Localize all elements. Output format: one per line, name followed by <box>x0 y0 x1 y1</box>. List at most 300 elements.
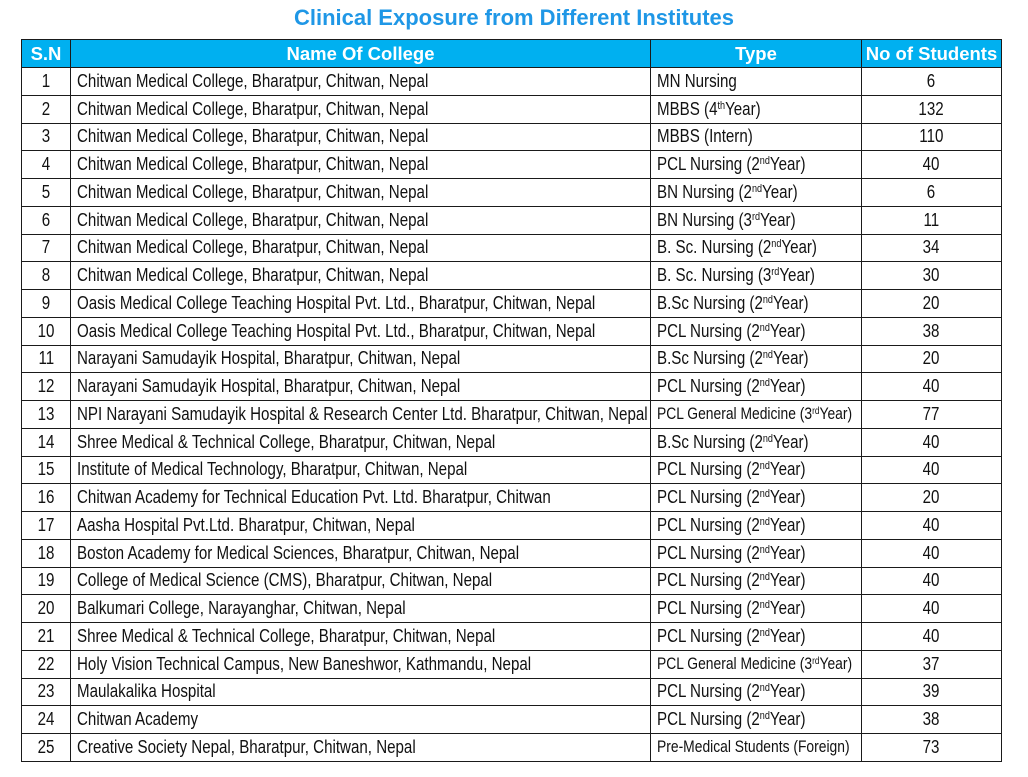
program-type-year: Year) <box>769 681 806 702</box>
student-count: 40 <box>923 542 940 563</box>
student-count: 40 <box>923 598 940 619</box>
program-type-year: Year) <box>725 98 761 119</box>
program-type-text: B.Sc Nursing (2 <box>657 431 763 452</box>
college-name: Chitwan Medical College, Bharatpur, Chitwan, Nepal <box>77 98 429 119</box>
sn-cell <box>22 373 71 401</box>
program-type-year: Year) <box>769 459 806 480</box>
program-type <box>657 515 805 535</box>
sn-cell <box>22 234 71 262</box>
program-type-year: Year) <box>772 348 809 369</box>
college-name: Oasis Medical College Teaching Hospital Pvt. Ltd., Bharatpur, Chitwan, Nepal <box>77 292 596 313</box>
row-number: 4 <box>41 154 51 175</box>
college-name: College of Medical Science (CMS), Bharatpur, Chitwan, Nepal <box>77 570 493 591</box>
program-type <box>657 126 753 146</box>
row-number: 20 <box>37 598 55 619</box>
ordinal-suffix: rd <box>771 266 780 279</box>
row-number: 5 <box>41 181 51 202</box>
type-cell <box>651 95 862 123</box>
row-number: 10 <box>37 320 55 341</box>
row-number: 16 <box>37 487 55 508</box>
sn-cell <box>22 456 71 484</box>
row-number: 23 <box>37 681 55 702</box>
student-count: 40 <box>923 459 940 480</box>
program-type <box>657 71 737 91</box>
sn-cell <box>22 539 71 567</box>
students-cell <box>862 179 1002 207</box>
table-row <box>22 734 1002 762</box>
program-type-text: PCL Nursing (2 <box>657 598 760 619</box>
sn-cell <box>22 595 71 623</box>
college-cell <box>71 428 651 456</box>
program-type <box>657 487 805 507</box>
program-type-year: Year) <box>779 265 815 286</box>
row-number: 18 <box>37 542 55 563</box>
program-type-text: PCL Nursing (2 <box>657 459 760 480</box>
type-cell <box>651 373 862 401</box>
program-type <box>657 99 761 119</box>
ordinal-suffix: nd <box>759 626 770 639</box>
students-cell <box>862 484 1002 512</box>
table-row <box>22 567 1002 595</box>
program-type-text: PCL Nursing (2 <box>657 320 760 341</box>
program-type <box>657 459 805 479</box>
program-type <box>657 432 809 452</box>
table-row <box>22 512 1002 540</box>
type-cell <box>651 151 862 179</box>
college-cell <box>71 95 651 123</box>
row-number: 12 <box>37 376 55 397</box>
table-row <box>22 151 1002 179</box>
program-type-year: Year) <box>769 598 806 619</box>
ordinal-suffix: nd <box>759 682 770 695</box>
table-row <box>22 290 1002 318</box>
program-type-text: PCL Nursing (2 <box>657 514 760 535</box>
type-cell <box>651 734 862 762</box>
students-cell <box>862 428 1002 456</box>
student-count: 20 <box>923 292 940 313</box>
sn-cell <box>22 206 71 234</box>
college-cell <box>71 401 651 429</box>
college-name: Chitwan Medical College, Bharatpur, Chitwan, Nepal <box>77 209 429 230</box>
ordinal-suffix: rd <box>812 655 820 667</box>
table-row <box>22 678 1002 706</box>
ordinal-suffix: nd <box>762 349 773 362</box>
table-row <box>22 206 1002 234</box>
row-number: 25 <box>37 736 55 757</box>
ordinal-suffix: nd <box>759 599 770 612</box>
student-count: 6 <box>927 181 936 202</box>
type-cell <box>651 512 862 540</box>
program-type-text: BN Nursing (3 <box>657 209 752 230</box>
student-count: 11 <box>923 209 940 230</box>
college-cell <box>71 678 651 706</box>
row-number: 22 <box>37 653 55 674</box>
ordinal-suffix: nd <box>762 432 773 445</box>
sn-cell <box>22 428 71 456</box>
type-cell <box>651 567 862 595</box>
college-name: Chitwan Medical College, Bharatpur, Chitwan, Nepal <box>77 70 429 91</box>
students-cell <box>862 456 1002 484</box>
students-cell <box>862 623 1002 651</box>
program-type-text: PCL Nursing (2 <box>657 625 760 646</box>
college-cell <box>71 623 651 651</box>
college-name: Chitwan Medical College, Bharatpur, Chitwan, Nepal <box>77 265 429 286</box>
sn-cell <box>22 706 71 734</box>
sn-cell <box>22 345 71 373</box>
program-type-text: MBBS (4 <box>657 98 718 119</box>
type-cell <box>651 234 862 262</box>
type-cell <box>651 706 862 734</box>
type-cell <box>651 650 862 678</box>
sn-cell <box>22 262 71 290</box>
sn-cell <box>22 567 71 595</box>
college-name: Shree Medical & Technical College, Bharatpur, Chitwan, Nepal <box>77 431 496 452</box>
table-row <box>22 95 1002 123</box>
college-name: Maulakalika Hospital <box>77 681 216 702</box>
program-type <box>657 626 805 646</box>
college-cell <box>71 123 651 151</box>
program-type <box>657 348 809 368</box>
type-cell <box>651 401 862 429</box>
row-number: 13 <box>37 403 55 424</box>
table-row <box>22 484 1002 512</box>
college-cell <box>71 317 651 345</box>
college-cell <box>71 484 651 512</box>
student-count: 38 <box>923 709 940 730</box>
table-row <box>22 68 1002 96</box>
college-cell <box>71 595 651 623</box>
row-number: 21 <box>37 625 55 646</box>
sn-cell <box>22 678 71 706</box>
sn-cell <box>22 484 71 512</box>
program-type-text: PCL Nursing (2 <box>657 681 760 702</box>
college-cell <box>71 373 651 401</box>
program-type-year: Year) <box>769 320 806 341</box>
college-name: Aasha Hospital Pvt.Ltd. Bharatpur, Chitwan, Nepal <box>77 514 415 535</box>
program-type-year: Year) <box>819 405 853 424</box>
program-type <box>657 210 796 230</box>
ordinal-suffix: th <box>717 99 726 112</box>
type-cell <box>651 206 862 234</box>
sn-cell <box>22 95 71 123</box>
college-name: Chitwan Medical College, Bharatpur, Chitwan, Nepal <box>77 181 429 202</box>
program-type <box>657 293 809 313</box>
sn-cell <box>22 68 71 96</box>
program-type-year: Year) <box>769 514 806 535</box>
program-type <box>657 709 805 729</box>
table-row <box>22 595 1002 623</box>
students-cell <box>862 539 1002 567</box>
college-name: NPI Narayani Samudayik Hospital & Research Center Ltd. Bharatpur, Chitwan, Nepal <box>77 403 648 424</box>
type-cell <box>651 484 862 512</box>
student-count: 40 <box>923 376 940 397</box>
college-cell <box>71 151 651 179</box>
student-count: 37 <box>923 653 940 674</box>
table-row <box>22 179 1002 207</box>
ordinal-suffix: nd <box>751 182 763 195</box>
college-cell <box>71 262 651 290</box>
clinical-exposure-table <box>21 39 1002 762</box>
college-name: Institute of Medical Technology, Bharatpur, Chitwan, Nepal <box>77 459 468 480</box>
program-type <box>657 321 805 341</box>
program-type-text: BN Nursing (2 <box>657 181 752 202</box>
student-count: 40 <box>923 625 940 646</box>
row-number: 6 <box>41 209 51 230</box>
program-type-year: Year) <box>769 709 806 730</box>
student-count: 38 <box>923 320 940 341</box>
table-row <box>22 234 1002 262</box>
program-type-text: B.Sc Nursing (2 <box>657 348 763 369</box>
table-row <box>22 456 1002 484</box>
row-number: 8 <box>41 265 51 286</box>
row-number: 1 <box>41 70 51 91</box>
students-cell <box>862 567 1002 595</box>
college-cell <box>71 345 651 373</box>
students-cell <box>862 95 1002 123</box>
program-type-text: PCL Nursing (2 <box>657 542 760 563</box>
student-count: 40 <box>923 154 940 175</box>
row-number: 17 <box>37 514 55 535</box>
header-college: Name Of College <box>71 40 651 68</box>
college-name: Chitwan Medical College, Bharatpur, Chitwan, Nepal <box>77 154 429 175</box>
row-number: 11 <box>38 348 54 369</box>
student-count: 77 <box>923 403 940 424</box>
students-cell <box>862 595 1002 623</box>
college-name: Holy Vision Technical Campus, New Baneshwor, Kathmandu, Nepal <box>77 653 532 674</box>
college-cell <box>71 567 651 595</box>
type-cell <box>651 123 862 151</box>
program-type-text: PCL Nursing (2 <box>657 376 760 397</box>
students-cell <box>862 678 1002 706</box>
program-type-text: PCL General Medicine (3 <box>657 405 813 424</box>
college-name: Balkumari College, Narayanghar, Chitwan, Nepal <box>77 598 406 619</box>
college-cell <box>71 706 651 734</box>
table-row <box>22 373 1002 401</box>
type-cell <box>651 179 862 207</box>
table-row <box>22 401 1002 429</box>
program-type <box>657 154 805 174</box>
student-count: 40 <box>923 514 940 535</box>
sn-cell <box>22 317 71 345</box>
college-cell <box>71 68 651 96</box>
program-type-text: PCL Nursing (2 <box>657 154 760 175</box>
program-type-text: PCL Nursing (2 <box>657 570 760 591</box>
student-count: 6 <box>927 70 936 91</box>
college-name: Chitwan Medical College, Bharatpur, Chitwan, Nepal <box>77 126 429 147</box>
college-name: Oasis Medical College Teaching Hospital Pvt. Ltd., Bharatpur, Chitwan, Nepal <box>77 320 596 341</box>
ordinal-suffix: nd <box>759 488 770 501</box>
student-count: 132 <box>918 98 945 119</box>
header-students: No of Students <box>862 40 1002 68</box>
program-type-text: PCL Nursing (2 <box>657 709 760 730</box>
college-cell <box>71 206 651 234</box>
college-cell <box>71 734 651 762</box>
students-cell <box>862 206 1002 234</box>
table-row <box>22 623 1002 651</box>
students-cell <box>862 290 1002 318</box>
type-cell <box>651 539 862 567</box>
students-cell <box>862 401 1002 429</box>
ordinal-suffix: rd <box>812 405 820 417</box>
row-number: 2 <box>41 98 51 119</box>
college-name: Boston Academy for Medical Sciences, Bharatpur, Chitwan, Nepal <box>77 542 520 563</box>
program-type <box>657 376 805 396</box>
ordinal-suffix: nd <box>759 377 770 390</box>
program-type-text: Pre-Medical Students (Foreign) <box>657 738 850 757</box>
sn-cell <box>22 623 71 651</box>
table-row <box>22 262 1002 290</box>
sn-cell <box>22 151 71 179</box>
program-type <box>657 237 817 257</box>
row-number: 24 <box>37 709 55 730</box>
row-number: 19 <box>37 570 55 591</box>
type-cell <box>651 345 862 373</box>
program-type <box>657 404 852 424</box>
table-header-row <box>22 40 1002 68</box>
program-type-year: Year) <box>769 376 806 397</box>
program-type-year: Year) <box>819 655 853 674</box>
ordinal-suffix: rd <box>751 210 761 223</box>
program-type <box>657 598 805 618</box>
student-count: 20 <box>923 348 940 369</box>
college-name: Narayani Samudayik Hospital, Bharatpur, Chitwan, Nepal <box>77 348 461 369</box>
program-type <box>657 182 798 202</box>
ordinal-suffix: nd <box>759 460 770 473</box>
type-cell <box>651 262 862 290</box>
sn-cell <box>22 123 71 151</box>
row-number: 15 <box>37 459 55 480</box>
college-name: Chitwan Academy for Technical Education Pvt. Ltd. Bharatpur, Chitwan <box>77 487 551 508</box>
ordinal-suffix: nd <box>759 321 770 334</box>
students-cell <box>862 734 1002 762</box>
table-row <box>22 345 1002 373</box>
college-cell <box>71 539 651 567</box>
table-row <box>22 539 1002 567</box>
program-type <box>657 543 805 563</box>
page-title: Clinical Exposure from Different Institutes <box>293 5 735 30</box>
ordinal-suffix: nd <box>771 238 782 251</box>
program-type-text: PCL Nursing (2 <box>657 487 760 508</box>
student-count: 34 <box>923 237 940 258</box>
ordinal-suffix: nd <box>759 155 770 168</box>
sn-cell <box>22 179 71 207</box>
ordinal-suffix: nd <box>759 543 770 556</box>
row-number: 14 <box>37 431 55 452</box>
row-number: 3 <box>41 126 51 147</box>
college-name: Creative Society Nepal, Bharatpur, Chitwan, Nepal <box>77 736 416 757</box>
program-type-year: Year) <box>769 154 806 175</box>
program-type-year: Year) <box>769 570 806 591</box>
program-type-year: Year) <box>762 181 798 202</box>
sn-cell <box>22 734 71 762</box>
table-row <box>22 123 1002 151</box>
college-cell <box>71 456 651 484</box>
students-cell <box>862 234 1002 262</box>
ordinal-suffix: nd <box>762 293 773 306</box>
program-type-text: B. Sc. Nursing (2 <box>657 237 772 258</box>
program-type <box>657 570 805 590</box>
program-type-text: B.Sc Nursing (2 <box>657 292 763 313</box>
students-cell <box>862 373 1002 401</box>
program-type-year: Year) <box>781 237 817 258</box>
row-number: 7 <box>41 237 51 258</box>
program-type-year: Year) <box>760 209 796 230</box>
program-type-text: MBBS (Intern) <box>657 126 753 147</box>
ordinal-suffix: nd <box>759 571 770 584</box>
type-cell <box>651 68 862 96</box>
program-type-text: B. Sc. Nursing (3 <box>657 265 772 286</box>
students-cell <box>862 512 1002 540</box>
program-type <box>657 681 805 701</box>
program-type-year: Year) <box>769 487 806 508</box>
program-type-text: PCL General Medicine (3 <box>657 655 813 674</box>
table-row <box>22 706 1002 734</box>
student-count: 39 <box>923 681 940 702</box>
program-type <box>657 654 852 674</box>
students-cell <box>862 706 1002 734</box>
type-cell <box>651 623 862 651</box>
program-type-year: Year) <box>769 625 806 646</box>
ordinal-suffix: nd <box>759 515 770 528</box>
students-cell <box>862 68 1002 96</box>
ordinal-suffix: nd <box>759 710 770 723</box>
sn-cell <box>22 512 71 540</box>
type-cell <box>651 678 862 706</box>
college-name: Narayani Samudayik Hospital, Bharatpur, Chitwan, Nepal <box>77 376 461 397</box>
college-name: Chitwan Medical College, Bharatpur, Chitwan, Nepal <box>77 237 429 258</box>
header-sn: S.N <box>22 40 71 68</box>
type-cell <box>651 428 862 456</box>
student-count: 73 <box>923 736 940 757</box>
student-count: 40 <box>923 570 940 591</box>
header-type: Type <box>651 40 862 68</box>
type-cell <box>651 595 862 623</box>
college-cell <box>71 290 651 318</box>
sn-cell <box>22 290 71 318</box>
student-count: 20 <box>923 487 940 508</box>
college-name: Shree Medical & Technical College, Bharatpur, Chitwan, Nepal <box>77 625 496 646</box>
student-count: 30 <box>923 265 940 286</box>
students-cell <box>862 345 1002 373</box>
students-cell <box>862 317 1002 345</box>
row-number: 9 <box>41 292 51 313</box>
type-cell <box>651 456 862 484</box>
program-type <box>657 265 815 285</box>
table-row <box>22 650 1002 678</box>
program-type-text: MN Nursing <box>657 70 737 91</box>
college-cell <box>71 234 651 262</box>
students-cell <box>862 123 1002 151</box>
sn-cell <box>22 401 71 429</box>
students-cell <box>862 151 1002 179</box>
program-type <box>657 737 850 757</box>
students-cell <box>862 650 1002 678</box>
students-cell <box>862 262 1002 290</box>
student-count: 110 <box>919 126 944 147</box>
table-row <box>22 428 1002 456</box>
college-cell <box>71 512 651 540</box>
program-type-year: Year) <box>769 542 806 563</box>
program-type-year: Year) <box>772 292 809 313</box>
table-row <box>22 317 1002 345</box>
college-cell <box>71 650 651 678</box>
college-name: Chitwan Academy <box>77 709 199 730</box>
sn-cell <box>22 650 71 678</box>
type-cell <box>651 317 862 345</box>
type-cell <box>651 290 862 318</box>
program-type-year: Year) <box>772 431 809 452</box>
student-count: 40 <box>923 431 940 452</box>
